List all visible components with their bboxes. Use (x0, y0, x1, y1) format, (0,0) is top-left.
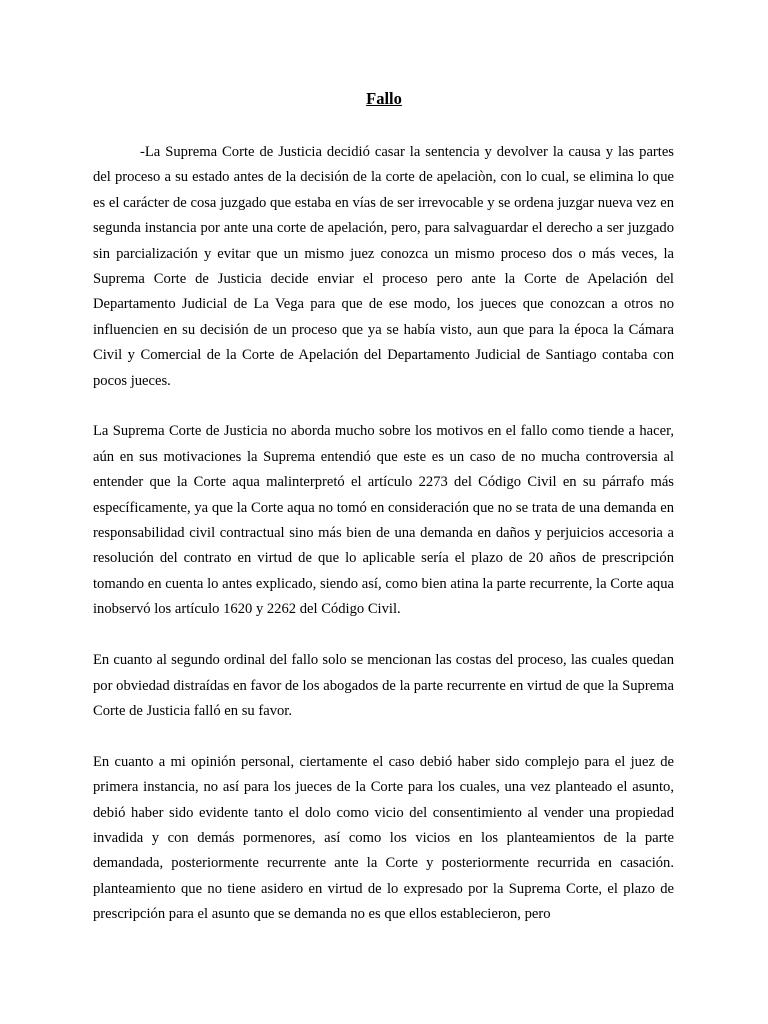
document-body (93, 140, 674, 928)
paragraph-spacer (93, 724, 674, 749)
paragraph-decision: -La Suprema Corte de Justicia decidió casar la sentencia y devolver la causa y las partes del proceso a su estado antes de la decisión de la corte de apelaciòn, con lo cual, se elimina lo que es el carácter de cosa juzgado que estaba en vías de ser irrevocable y se ordena juzgar nueva vez en segunda instancia por ante una corte de apelación, pero, para salvaguardar el derecho a ser juzgado sin parcialización y evitar que un mismo juez conozca un mismo proceso dos o más veces, la Suprema Corte de Justicia decide enviar el proceso pero ante la Corte de Apelación del Departamento Judicial de La Vega para que de ese modo, los jueces que conozcan a otros no influencien en su decisión de un proceso que ya se había visto, aun que para la época la Cámara Civil y Comercial de la Corte de Apelación del Departamento Judicial de Santiago contaba con pocos jueces. (93, 144, 674, 389)
paragraph-motivos: La Suprema Corte de Justicia no aborda mucho sobre los motivos en el fallo como tiende a hacer, aún en sus motivaciones la Suprema entendió que este es un caso de no mucha controversia al entender que la Corte aqua malinterpretó el artículo 2273 del Código Civil en su párrafo más específicamente, ya que la Corte aqua no tomó en consideración que no se trata de una demanda en responsabilidad civil contractual sino más bien de una demanda en daños y perjuicios accesoria a resolución del contrato en virtud de que lo aplicable sería el plazo de 20 años de prescripción tomando en cuenta lo antes explicado, siendo así, como bien atina la parte recurrente, la Corte aqua inobservó los artículo 1620 y 2262 del Código Civil. (93, 423, 674, 618)
document-title: Fallo (366, 89, 402, 108)
paragraph-segundo-ordinal: En cuanto al segundo ordinal del fallo solo se mencionan las costas del proceso, las cuales quedan por obviedad distraídas en favor de los abogados de la parte recurrente en virtud de que la Suprema Corte de Justicia falló en su favor. (93, 652, 674, 719)
paragraph-opinion: En cuanto a mi opinión personal, ciertamente el caso debió haber sido complejo para el juez de primera instancia, no así para los jueces de la Corte para los cuales, una vez planteado el asunto, debió haber sido evidente tanto el dolo como vicio del consentimiento al vender una propiedad invadida y con demás pormenores, así como los vicios en los planteamientos de la parte demandada, posteriormente recurrente ante la Corte y posteriormente recurrida en casación. planteamiento que no tiene asidero en virtud de lo expresado por la Suprema Corte, el plazo de prescripción para el asunto que se demanda no es que ellos establecieron, pero (93, 753, 674, 923)
paragraph-spacer (93, 623, 674, 648)
paragraph-spacer (93, 394, 674, 419)
